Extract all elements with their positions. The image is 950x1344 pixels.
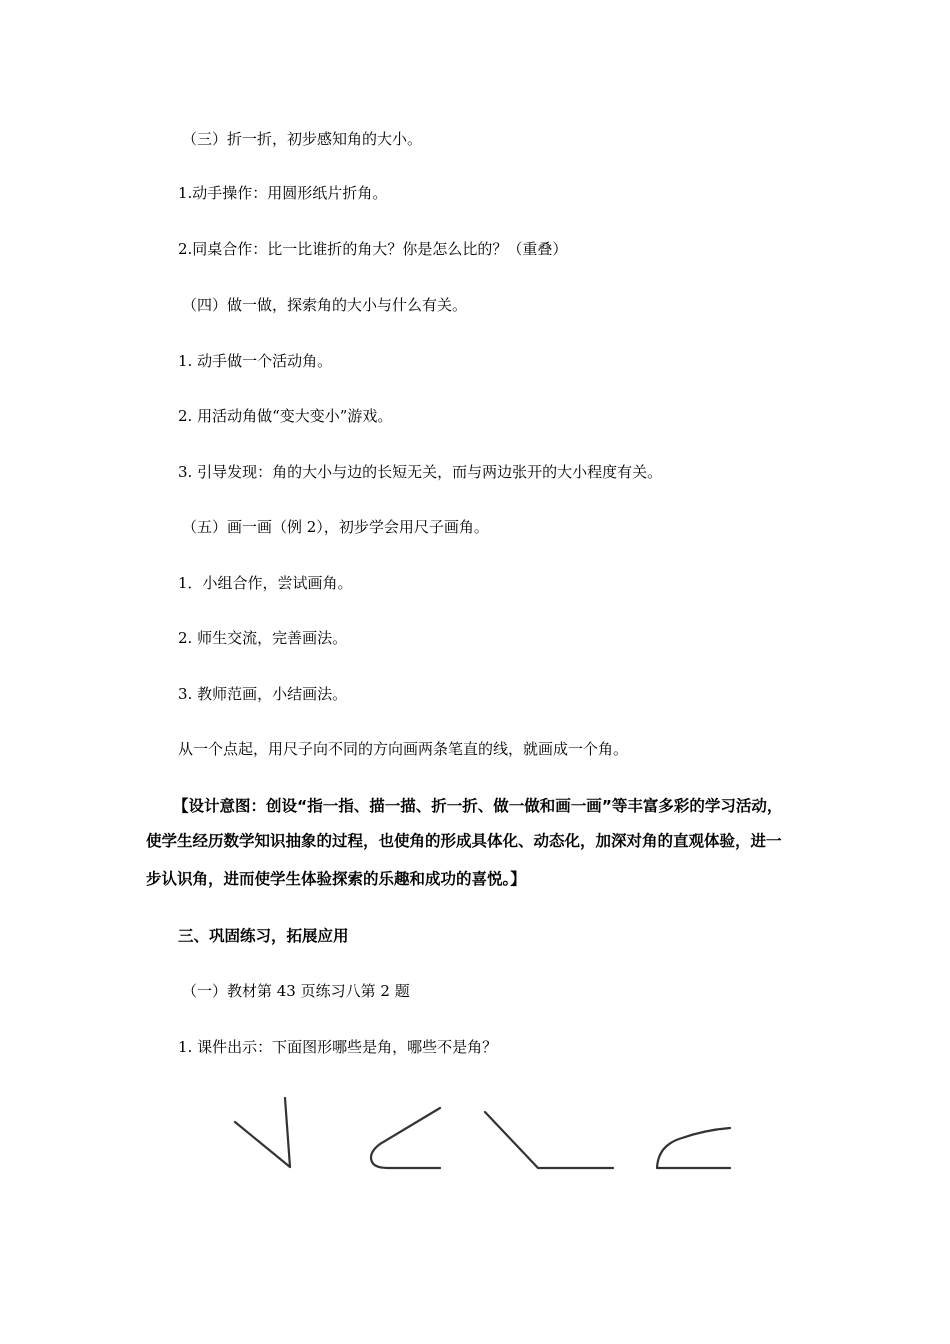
section-5-heading: （五）画一画（例 2），初步学会用尺子画角。 — [182, 518, 489, 536]
section-4-item-2: 2. 用活动角做“变大变小”游戏。 — [178, 407, 393, 425]
section-4-item-1: 1. 动手做一个活动角。 — [178, 352, 333, 370]
section-5-conclusion: 从一个点起，用尺子向不同的方向画两条笔直的线，就画成一个角。 — [178, 740, 629, 758]
part-3-subheading: （一）教材第 43 页练习八第 2 题 — [182, 982, 410, 1000]
shape-4-curved-side — [657, 1128, 730, 1168]
shape-2-curved-vertex — [371, 1108, 440, 1168]
section-5-item-3: 3. 教师范画，小结画法。 — [178, 685, 348, 703]
shape-3-angle — [485, 1112, 613, 1168]
section-5-item-1: 1．小组合作，尝试画角。 — [178, 574, 353, 592]
design-intent-line-3: 步认识角，进而使学生体验探索的乐趣和成功的喜悦。】 — [146, 870, 526, 888]
section-3-item-2: 2.同桌合作：比一比谁折的角大？你是怎么比的？（重叠） — [178, 240, 568, 258]
part-3-item-1: 1. 课件出示：下面图形哪些是角，哪些不是角？ — [178, 1038, 498, 1056]
section-5-item-2: 2. 师生交流，完善画法。 — [178, 629, 348, 647]
design-intent-line-1: 【设计意图：创设“指一指、描一描、折一折、做一做和画一画”等丰富多彩的学习活动， — [173, 797, 783, 815]
section-4-heading: （四）做一做，探索角的大小与什么有关。 — [182, 296, 468, 314]
part-3-heading: 三、巩固练习，拓展应用 — [178, 927, 349, 945]
angle-shapes-figure — [220, 1090, 750, 1180]
design-intent-line-2: 使学生经历数学知识抽象的过程，也使角的形成具体化、动态化，加深对角的直观体验，进一 — [146, 832, 782, 850]
section-3-heading: （三）折一折，初步感知角的大小。 — [182, 130, 423, 148]
shape-1-angle — [235, 1098, 290, 1167]
section-4-item-3: 3. 引导发现：角的大小与边的长短无关，而与两边张开的大小程度有关。 — [178, 463, 663, 481]
section-3-item-1: 1.动手操作：用圆形纸片折角。 — [178, 184, 388, 202]
